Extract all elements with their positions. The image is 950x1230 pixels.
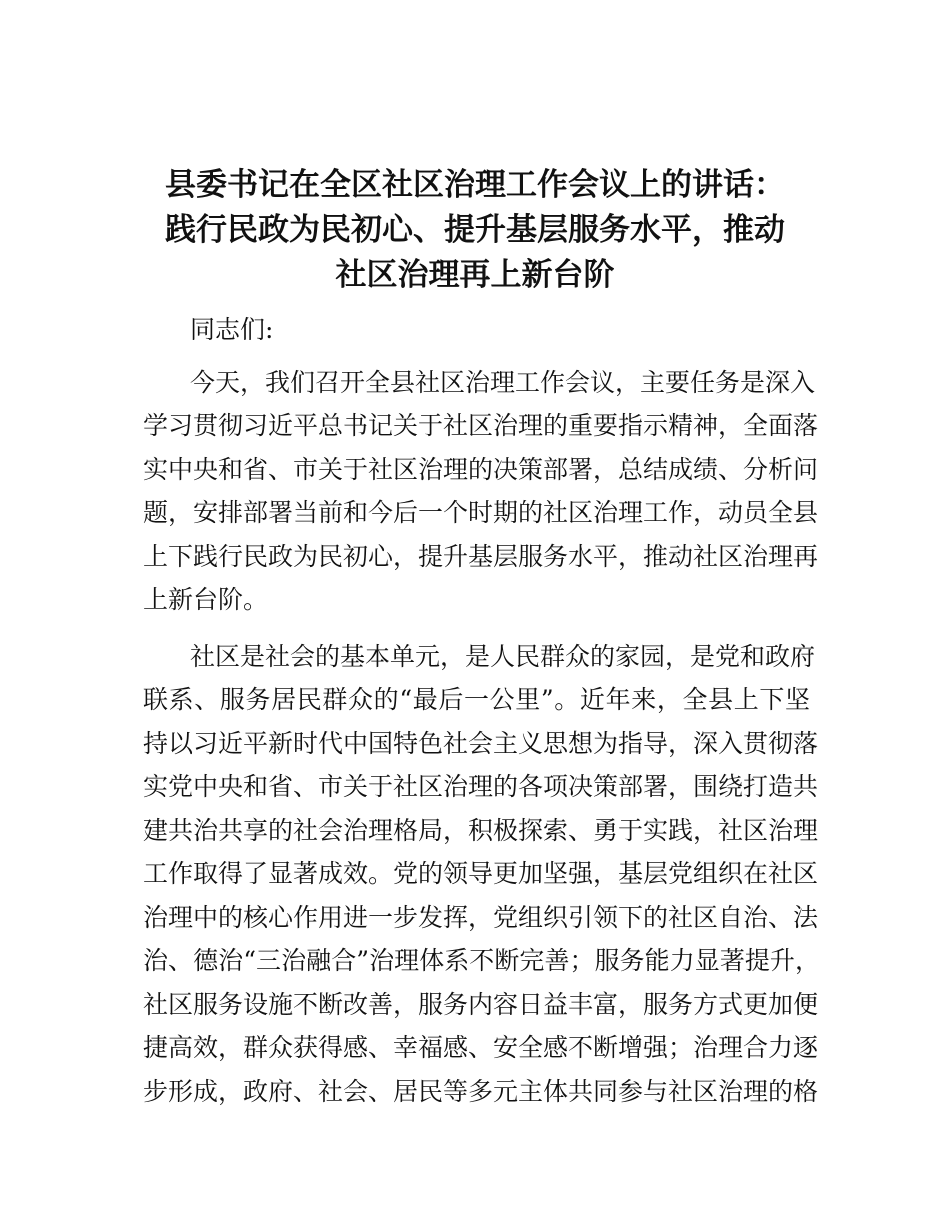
paragraph-2-line: 实党中央和省、市关于社区治理的各项决策部署，围绕打造共 xyxy=(143,772,819,801)
paragraph-1-line: 题，安排部署当前和今后一个时期的社区治理工作，动员全县 xyxy=(143,498,819,527)
paragraph-1-line: 今天，我们召开全县社区治理工作会议，主要任务是深入 xyxy=(190,368,816,397)
paragraph-2-line: 社区服务设施不断改善，服务内容日益丰富，服务方式更加便 xyxy=(143,990,819,1019)
paragraph-2-line: 建共治共享的社会治理格局，积极探索、勇于实践，社区治理 xyxy=(143,816,819,845)
paragraph-2-line: 治、德治“三治融合”治理体系不断完善；服务能力显著提升， xyxy=(143,946,820,975)
title-line-1: 县委书记在全区社区治理工作会议上的讲话： xyxy=(165,167,785,203)
paragraph-2-line: 社区是社会的基本单元，是人民群众的家园，是党和政府 xyxy=(190,642,816,671)
paragraph-2-line: 工作取得了显著成效。党的领导更加坚强，基层党组织在社区 xyxy=(143,859,819,888)
title-line-2: 践行民政为民初心、提升基层服务水平，推动 xyxy=(165,212,785,248)
salutation: 同志们: xyxy=(190,315,274,344)
paragraph-2-line: 联系、服务居民群众的“最后一公里”。近年来，全县上下坚 xyxy=(143,685,810,714)
title-line-3: 社区治理再上新台阶 xyxy=(335,257,615,293)
paragraph-2-line: 持以习近平新时代中国特色社会主义思想为指导，深入贯彻落 xyxy=(143,729,819,758)
paragraph-2-line: 治理中的核心作用进一步发挥，党组织引领下的社区自治、法 xyxy=(143,903,819,932)
paragraph-2-line: 捷高效，群众获得感、幸福感、安全感不断增强；治理合力逐 xyxy=(143,1033,819,1062)
paragraph-1-line: 上下践行民政为民初心，提升基层服务水平，推动社区治理再 xyxy=(143,542,819,571)
paragraph-1-line: 学习贯彻习近平总书记关于社区治理的重要指示精神，全面落 xyxy=(143,411,819,440)
paragraph-1-line: 上新台阶。 xyxy=(143,585,269,614)
paragraph-1-line: 实中央和省、市关于社区治理的决策部署，总结成绩、分析问 xyxy=(143,455,819,484)
paragraph-2-line: 步形成，政府、社会、居民等多元主体共同参与社区治理的格 xyxy=(143,1077,819,1106)
